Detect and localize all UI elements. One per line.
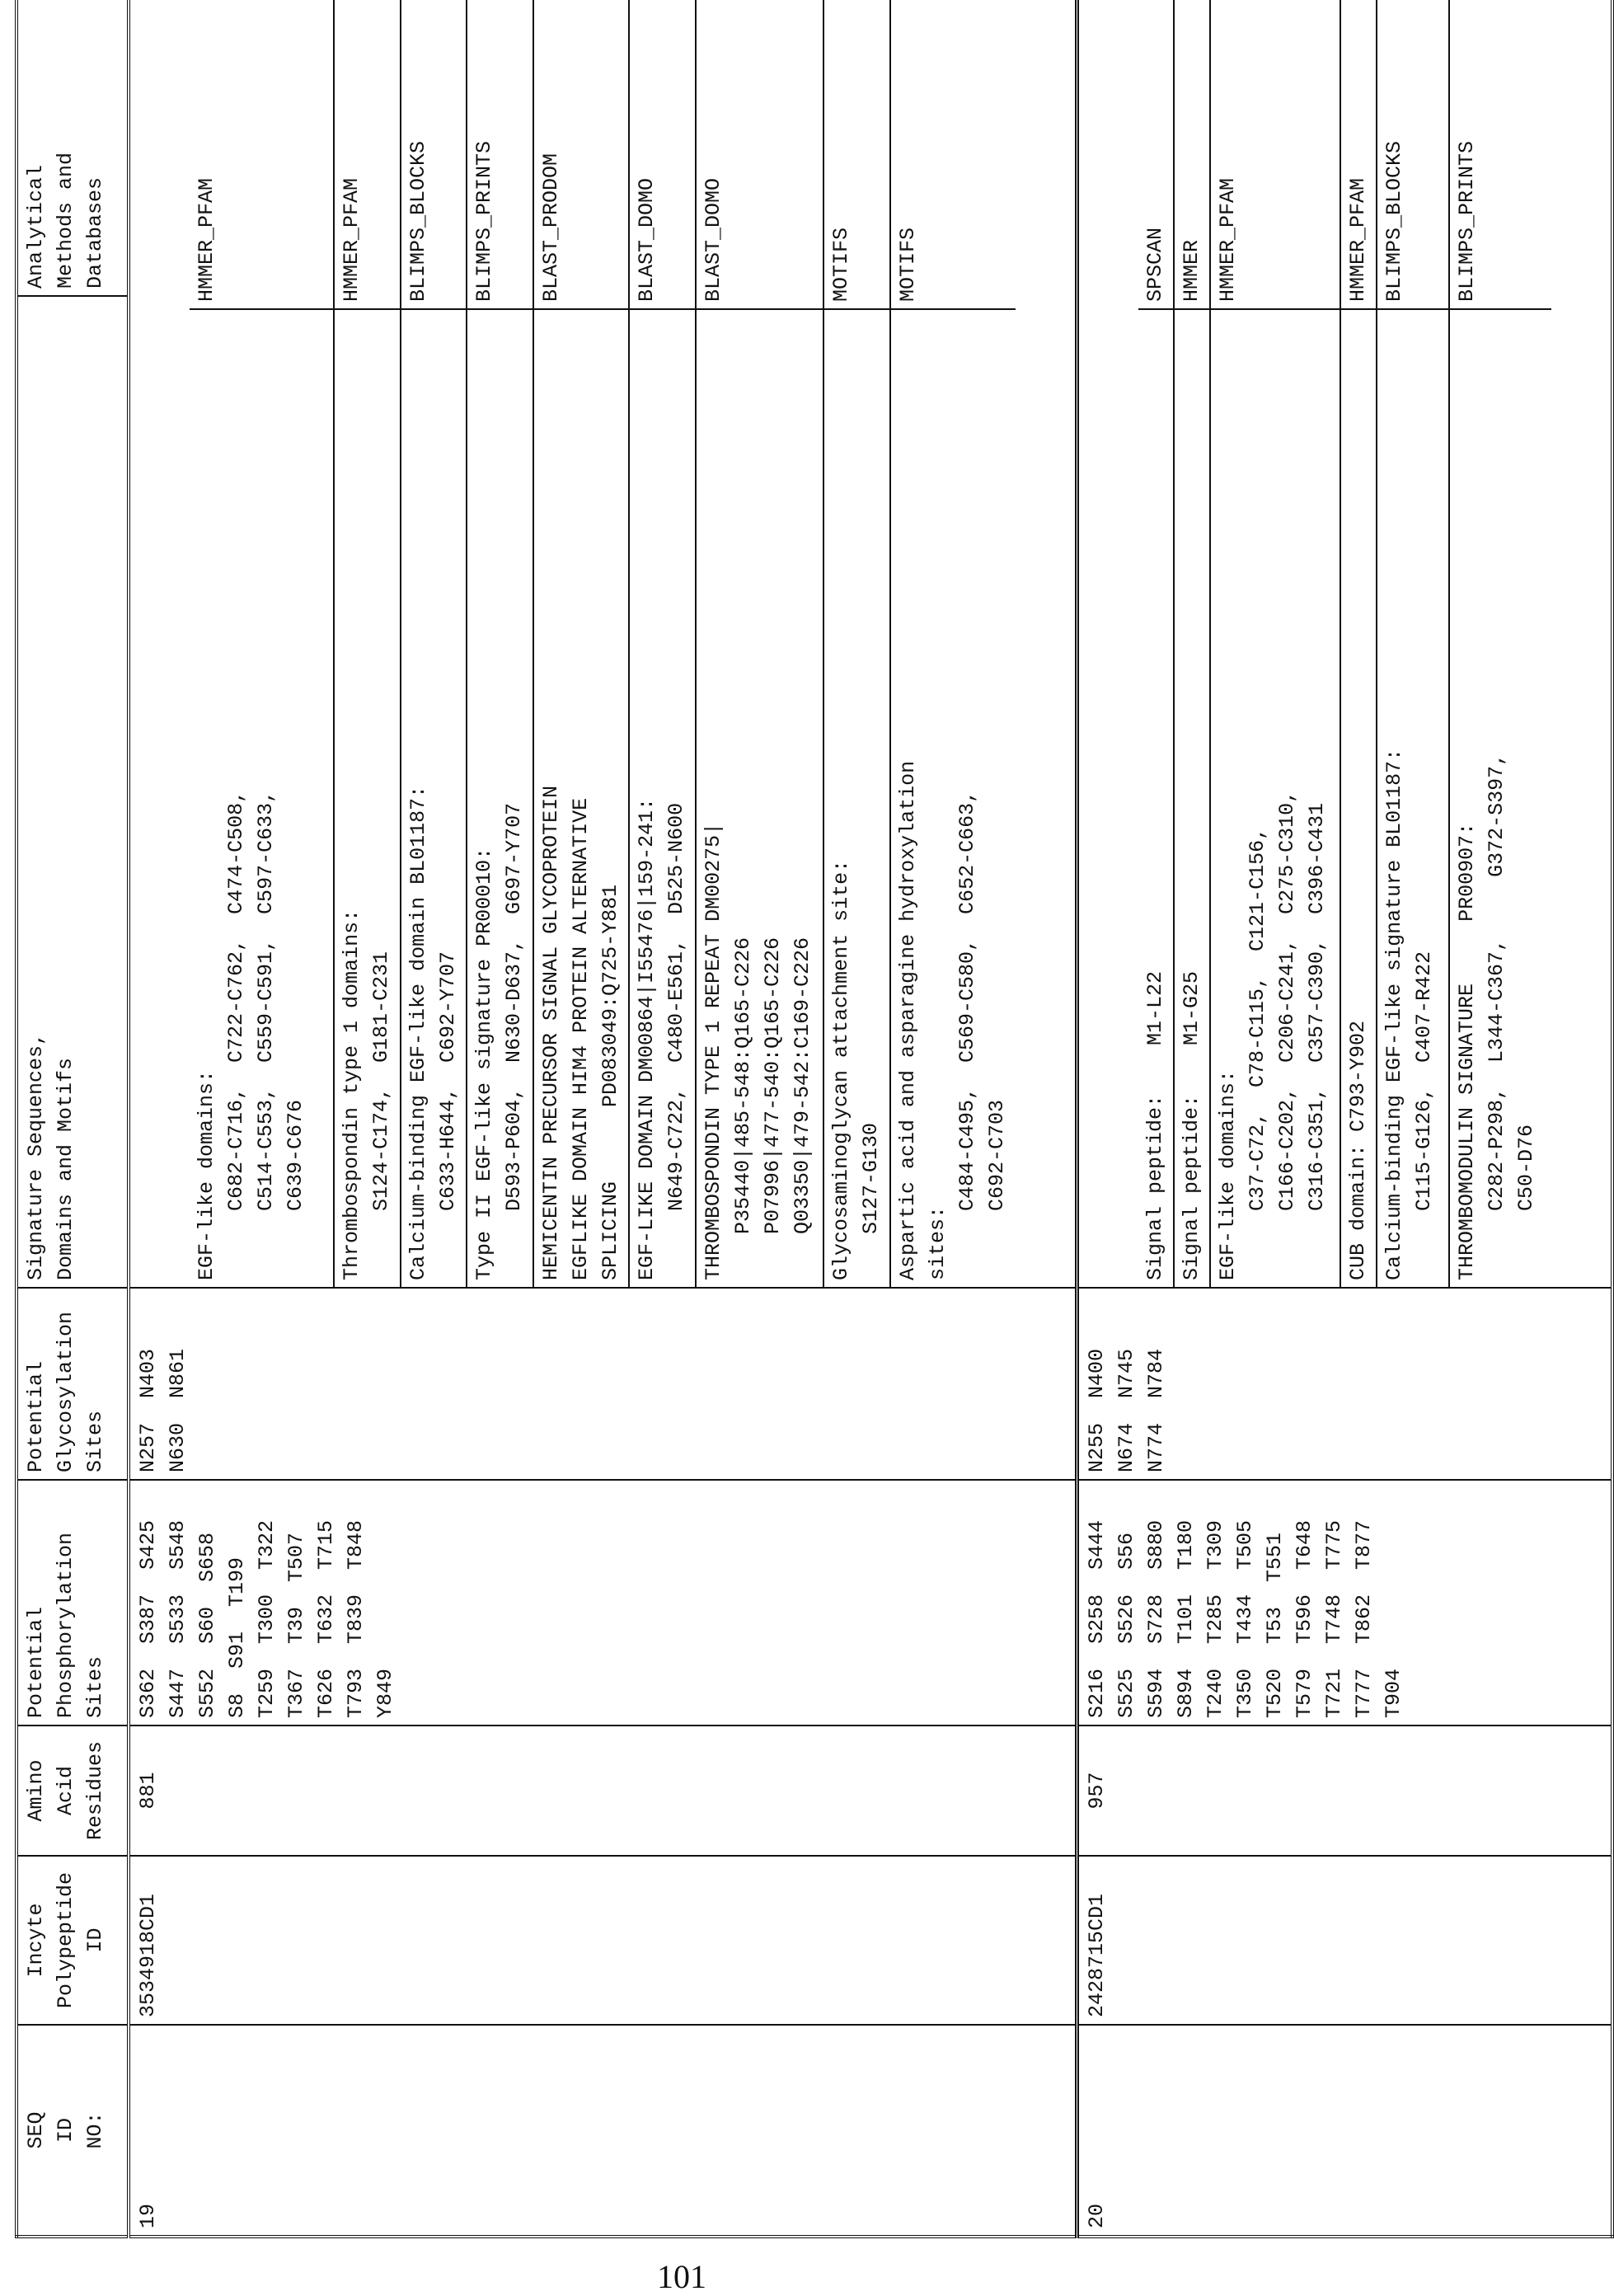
signature-method-group xyxy=(1077,0,1612,1288)
residues-cell: 957 xyxy=(1077,1726,1612,1856)
phosphorylation-cell: S216 S258 S444 S525 S526 S56 S594 S728 S880 S894 T101 T180 T240 T285 T309 T350 T434 T505 T520 T53 T551 T579 T596 T648 T721 T748 T775 T777 T862 T877 T904 xyxy=(1077,1480,1612,1726)
signature-method-group xyxy=(129,0,1077,1288)
header-glycosylation: Potential Glycosylation Sites xyxy=(16,1288,129,1480)
header-residues: Amino Acid Residues xyxy=(16,1726,129,1856)
residues-cell: 881 xyxy=(129,1726,1077,1856)
signature-entry: Aspartic acid and asparagine hydroxylation sites: C484-C495, C569-C580, C652-C663, C692-C703 xyxy=(895,760,1009,1280)
signature-entry: THROMBOMODULIN SIGNATURE PR00907: C282-P298, L344-C367, G372-S397, C50-D76 xyxy=(1455,753,1539,1280)
polypeptide-id-cell: 3534918CD1 xyxy=(129,1856,1077,2025)
method-entry: BLAST_DOMO xyxy=(697,0,824,310)
header-signatures: Signature Sequences, Domains and Motifs xyxy=(16,296,129,1288)
glycosylation-cell: N257 N403 N630 N861 xyxy=(129,1288,1077,1480)
header-methods: Analytical Methods and Databases xyxy=(16,0,129,296)
signature-entry: Thrombospondin type 1 domains: S124-C174, G181-C231 xyxy=(335,310,401,1287)
header-seq-id: SEQ ID NO: xyxy=(16,2025,129,2237)
method-entry: MOTIFS xyxy=(891,0,1016,310)
method-entry: HMMER xyxy=(1175,0,1211,310)
header-polypeptide-id: Incyte Polypeptide ID xyxy=(16,1856,129,2025)
signature-entry: EGF-LIKE DOMAIN DM00864|I55476|159-241: N649-C722, C480-E561, D525-N600 xyxy=(630,310,697,1287)
polypeptide-id-cell: 2428715CD1 xyxy=(1077,1856,1612,2025)
signature-entry: Glycosaminoglycan attachment site: S127-G130 xyxy=(824,310,891,1287)
header-row xyxy=(16,0,129,2237)
seq-id-cell: 20 xyxy=(1077,2025,1612,2237)
method-entry: BLIMPS_PRINTS xyxy=(1450,0,1551,310)
method-entry: MOTIFS xyxy=(824,0,891,310)
method-entry: SPSCAN xyxy=(1138,0,1175,310)
signature-entry: Calcium-binding EGF-like signature BL01187: C115-G126, C407-R422 xyxy=(1377,310,1450,1287)
page-number: 101 xyxy=(657,2258,706,2295)
protein-features-table xyxy=(15,0,1614,2238)
rotated-table-sheet xyxy=(15,12,1539,2238)
glycosylation-cell: N255 N400 N674 N745 N774 N784 xyxy=(1077,1288,1612,1480)
signature-entry: Signal peptide: M1-L22 xyxy=(1138,310,1175,1287)
method-entry: HMMER_PFAM xyxy=(190,0,335,310)
signature-entry: Calcium-binding EGF-like domain BL01187: C633-H644, C692-Y707 xyxy=(401,310,468,1287)
signature-entry: THROMBOSPONDIN TYPE 1 REPEAT DM00275| P35440|485-548:Q165-C226 P07996|477-540:Q165-C226 Q03350|479-542:C169-C226 xyxy=(697,310,824,1287)
signature-entry: CUB domain: C793-Y902 xyxy=(1341,310,1377,1287)
seq-id-cell: 19 xyxy=(129,2025,1077,2237)
method-entry: HMMER_PFAM xyxy=(335,0,401,310)
signature-entry: Type II EGF-like signature PR00010: D593-P604, N630-D637, G697-Y707 xyxy=(467,310,534,1287)
signature-entry: Signal peptide: M1-G25 xyxy=(1175,310,1211,1287)
signature-entry: EGF-like domains: C37-C72, C78-C115, C121-C156, C166-C202, C206-C241, C275-C310, C316-C351, C357-C390, C396-C431 xyxy=(1211,310,1341,1287)
method-entry: BLAST_PRODOM xyxy=(534,0,630,310)
signature-entry: EGF-like domains: C682-C716, C722-C762, C474-C508, C514-C553, C559-C591, C597-C633, C639-C676 xyxy=(190,310,335,1287)
method-entry: BLIMPS_BLOCKS xyxy=(401,0,468,310)
method-entry: BLAST_DOMO xyxy=(630,0,697,310)
method-entry: HMMER_PFAM xyxy=(1341,0,1377,310)
header-phosphorylation: Potential Phosphorylation Sites xyxy=(16,1480,129,1726)
table-row-seq-19 xyxy=(129,0,1077,2237)
method-entry: BLIMPS_PRINTS xyxy=(467,0,534,310)
method-entry: HMMER_PFAM xyxy=(1211,0,1341,310)
table-row-seq-20 xyxy=(1077,0,1612,2237)
signature-entry: HEMICENTIN PRECURSOR SIGNAL GLYCOPROTEIN EGFLIKE DOMAIN HIM4 PROTEIN ALTERNATIVE SPLICING PD083049:Q725-Y881 xyxy=(534,310,630,1287)
method-entry: BLIMPS_BLOCKS xyxy=(1377,0,1450,310)
phosphorylation-cell: S362 S387 S425 S447 S533 S548 S552 S60 S658 S8 S91 T199 T259 T300 T322 T367 T39 T507 T626 T632 T715 T793 T839 T848 Y849 xyxy=(129,1480,1077,1726)
